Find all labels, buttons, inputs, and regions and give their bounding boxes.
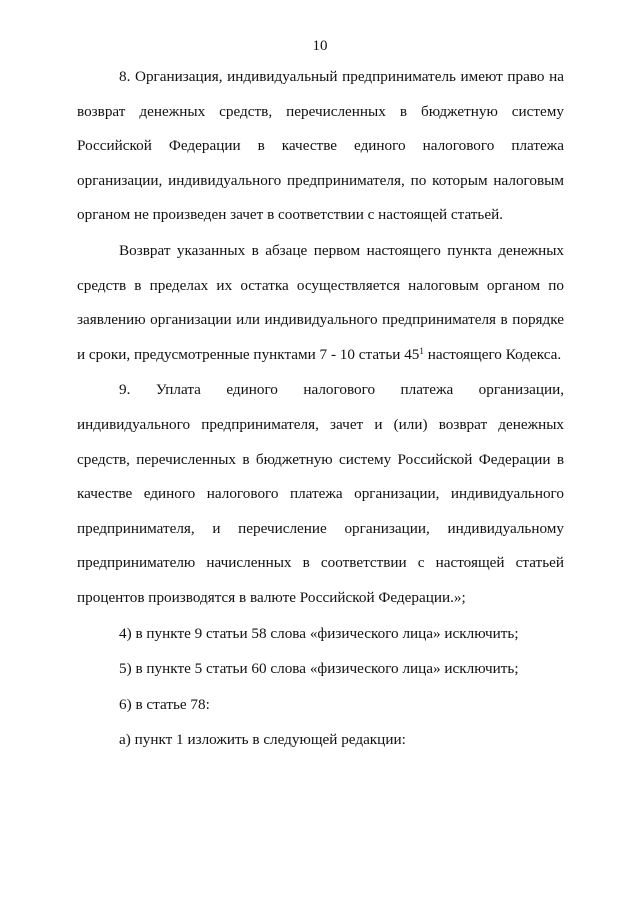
paragraph-refund-procedure (77, 234, 564, 372)
document-body (77, 60, 564, 758)
paragraph-item-8: 8. Организация, индивидуальный предприниматель имеют право на возврат денежных средств, перечисленных в бюджетную систему Российской Федерации в качестве единого налогового платежа организации, индивидуального предпринимателя, по которым налоговым органом не произведен зачет в соответствии с настоящей статьей. (77, 68, 564, 224)
paragraph-amendment-6: 6) в статье 78: (119, 695, 210, 713)
paragraph-item-9: 9. Уплата единого налогового платежа организации, индивидуального предпринимателя, зачет и (или) возврат денежных средств, перечисленных в бюджетную систему Российской Федерации в качестве единого налогового платежа организации, индивидуального предпринимателя, и перечисление организации, индивидуальному предпринимателю начисленных в соответствии с настоящей статьей процентов производятся в валюте Российской Федерации.»; (77, 381, 564, 606)
paragraph-amendment-4: 4) в пункте 9 статьи 58 слова «физического лица» исключить; (119, 624, 519, 642)
page-number: 10 (312, 38, 328, 54)
refund-procedure-tail: настоящего Кодекса. (423, 345, 562, 363)
refund-procedure-text: Возврат указанных в абзаце первом настоящего пункта денежных средств в пределах их остатка осуществляется налоговым органом по заявлению организации или индивидуального предпринимателя в порядке и сроки, предусмотренные пунктами 7 - 10 статьи 45 (77, 241, 564, 363)
paragraph-amendment-a: а) пункт 1 изложить в следующей редакции: (119, 731, 406, 749)
article-superscript: 1 (419, 345, 424, 356)
paragraph-amendment-5: 5) в пункте 5 статьи 60 слова «физического лица» исключить; (119, 660, 519, 678)
